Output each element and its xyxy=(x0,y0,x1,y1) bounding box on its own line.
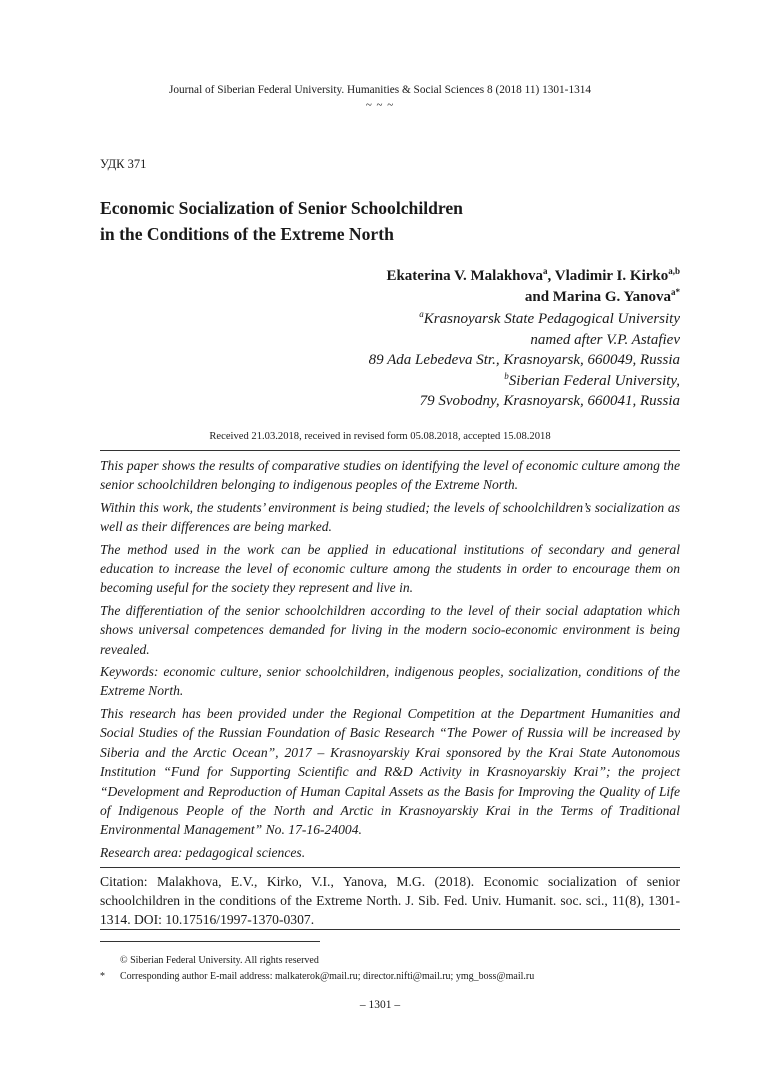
affiliation-a-name: Krasnoyarsk State Pedagogical University xyxy=(423,311,680,327)
abstract xyxy=(100,456,680,865)
abstract-paragraph-1: This paper shows the results of comparative studies on identifying the level of economic culture among the senior schoolchildren belonging to indigenous peoples of the Extreme North. xyxy=(100,458,680,493)
header-ornament: ~ ~ ~ xyxy=(365,99,395,111)
copyright-text: © Siberian Federal University. All rights reserved xyxy=(120,955,319,966)
affiliation-b-name: Siberian Federal University, xyxy=(508,372,680,389)
title-line-2: in the Conditions of the Extreme North xyxy=(100,224,394,244)
received-dates: Received 21.03.2018, received in revised form 05.08.2018, accepted 15.08.2018 xyxy=(209,431,551,442)
author-3: Marina G. Yanova xyxy=(552,289,671,305)
affiliation-b-mark: b xyxy=(504,370,509,381)
paper-title xyxy=(100,195,680,247)
affiliation-a-mark: a xyxy=(419,309,424,319)
affiliation-a-line-1 xyxy=(369,309,680,330)
affiliation-b-line-1 xyxy=(369,371,680,392)
footnote-star: * xyxy=(100,971,105,982)
affiliation-a-line-2: named after V.P. Astafiev xyxy=(530,331,680,348)
author-2: Vladimir I. Kirko xyxy=(554,268,669,284)
title-line-1: Economic Socialization of Senior Schoolchildren xyxy=(100,198,463,218)
citation-bottom-rule xyxy=(100,929,680,930)
corresponding-email-text: Corresponding author E-mail address: malkaterok@mail.ru; director.nifti@mail.ru; ymg_boss@mail.ru xyxy=(120,971,535,982)
corresponding-note xyxy=(100,969,680,985)
affiliation-b-address: 79 Svobodny, Krasnoyarsk, 660041, Russia xyxy=(419,393,680,409)
author-1-affil: a xyxy=(543,266,548,276)
research-area: Research area: pedagogical sciences. xyxy=(100,844,306,860)
udk-code: УДК 371 xyxy=(100,157,147,171)
affiliation-a-address: 89 Ada Lebedeva Str., Krasnoyarsk, 660049, Russia xyxy=(368,352,680,368)
abstract-paragraph-4: The differentiation of the senior schoolchildren according to the level of their social adaptation which shows universal competences demanded for living in the modern socio-economic environment is being revealed. xyxy=(100,602,680,657)
footnote-rule xyxy=(100,941,320,942)
abstract-paragraph-2: Within this work, the students’ environment is being studied; the levels of schoolchildren’s socialization as well as their differences are being marked. xyxy=(100,499,680,535)
author-1: Ekaterina V. Malakhova xyxy=(386,268,544,284)
keywords: Keywords: economic culture, senior schoolchildren, indigenous peoples, socialization, conditions of the Extreme North. xyxy=(100,664,680,699)
author-and: and xyxy=(524,289,553,305)
authors-line-2 xyxy=(386,287,680,308)
page-number: – 1301 – xyxy=(359,999,401,1011)
authors-line-1 xyxy=(386,266,680,287)
abstract-top-rule xyxy=(100,450,680,451)
author-2-affil: a,b xyxy=(668,266,680,276)
citation-top-rule xyxy=(100,867,680,868)
affiliations xyxy=(369,309,680,412)
copyright-note xyxy=(100,953,680,969)
abstract-paragraph-3: The method used in the work can be applied in educational institutions of secondary and general education to increase the level of economic culture among the students in order to encourage them on becoming useful for the society they represent and live in. xyxy=(100,541,680,596)
funding-statement: This research has been provided under the Regional Competition at the Department Humanities and Social Studies of the Russian Foundation of Basic Research “The Power of Russia will be increased by Siberia and the Arctic Ocean”, 2017 – Krasnoyarskiy Krai sponsored by the Krai State Autonomous Institution “Fund for Supporting Scientific and R&D Activity in Krasnoyarskiy Krai”; the project “Development and Reproduction of Human Capital Assets as the Basis for Improving the Quality of Life of Indigenous People of the North and Arctic in Krasnoyarskiy Krai in the Terms of Traditional Environmental Management” No. 17-16-24004. xyxy=(100,705,680,838)
author-separator: , xyxy=(547,268,555,284)
journal-header: Journal of Siberian Federal University. Humanities & Social Sciences 8 (2018 11) 1301-1314 xyxy=(168,84,592,96)
author-3-affil: a* xyxy=(671,287,680,297)
citation: Citation: Malakhova, E.V., Kirko, V.I., Yanova, M.G. (2018). Economic socialization of senior schoolchildren in the conditions of the Extreme North. J. Sib. Fed. Univ. Humanit. soc. sci., 11(8), 1301-1314. DOI: 10.17516/1997-1370-0307. xyxy=(100,874,680,927)
footnotes xyxy=(100,953,680,985)
author-list xyxy=(386,266,680,308)
